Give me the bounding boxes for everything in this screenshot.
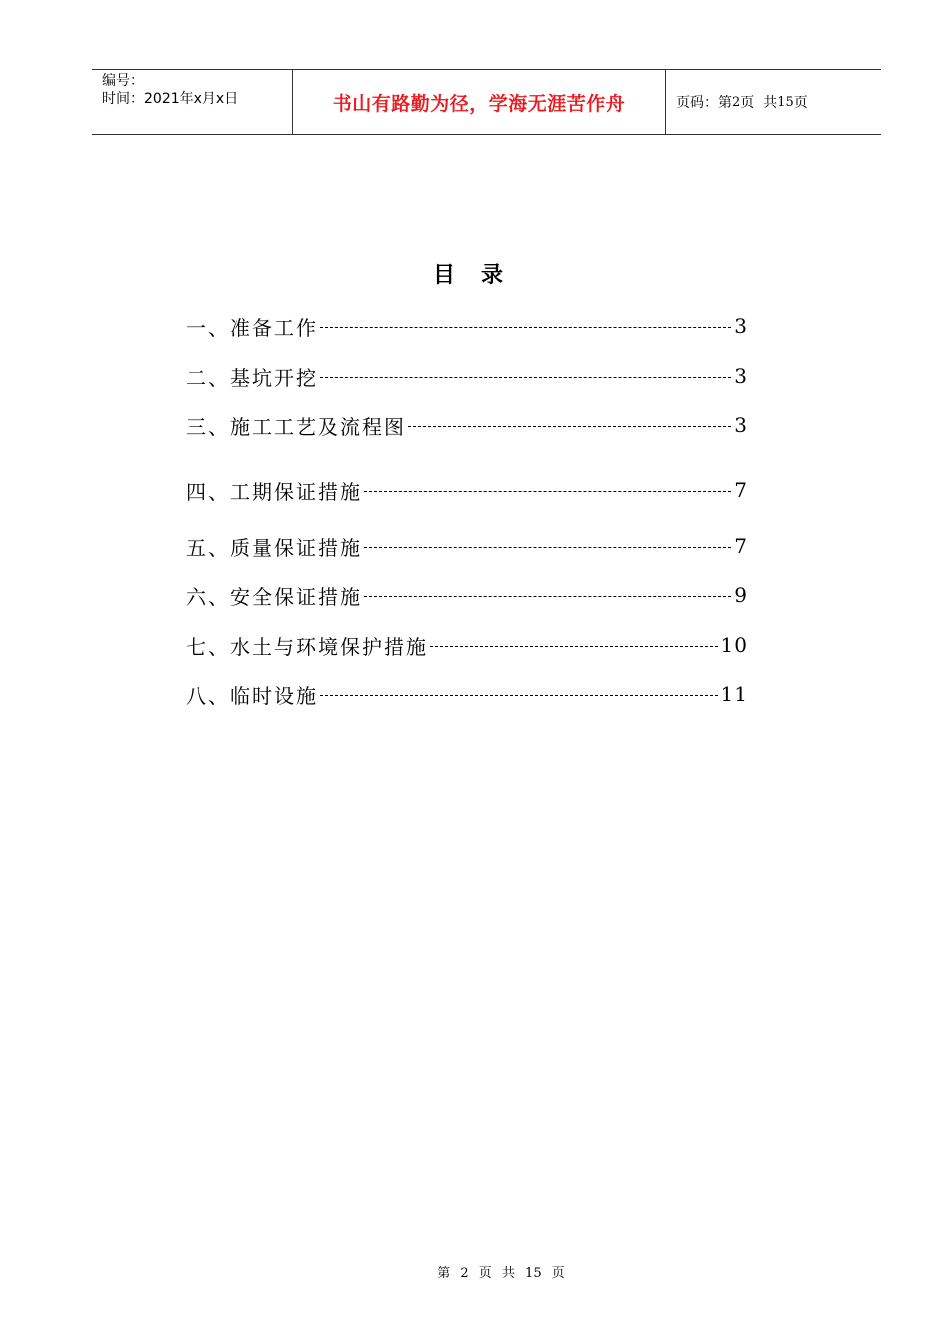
- toc-entry-label: 一、准备工作: [186, 315, 318, 340]
- toc-leader-dots: [320, 377, 731, 378]
- toc-entry[interactable]: [186, 679, 748, 709]
- toc-entry-label: 四、工期保证措施: [186, 479, 362, 504]
- page-prefix: 页码：第: [676, 95, 732, 111]
- toc-entry-page: 11: [720, 682, 748, 706]
- page-footer: 第 2 页 共 15 页: [437, 1266, 565, 1281]
- toc-entry-page: 3: [734, 314, 748, 338]
- toc-leader-dots: [320, 695, 718, 696]
- toc-entry-page: 10: [720, 633, 748, 657]
- toc-entry-page: 7: [734, 478, 748, 502]
- page-suffix: 页: [793, 95, 808, 111]
- header-meta-cell: [92, 70, 293, 134]
- header-page-info: [666, 70, 881, 134]
- toc-entry-label: 六、安全保证措施: [186, 584, 362, 609]
- page-total: 15: [777, 94, 794, 110]
- toc-leader-dots: [364, 491, 731, 492]
- toc-entry[interactable]: [186, 630, 748, 660]
- toc-title: 目录: [432, 263, 529, 288]
- toc-leader-dots: [364, 596, 731, 597]
- page-current: 2: [732, 94, 741, 110]
- toc-entry-label: 七、水土与环境保护措施: [186, 634, 428, 659]
- toc-leader-dots: [320, 327, 731, 328]
- toc-entry-label: 三、施工工艺及流程图: [186, 414, 406, 439]
- document-number-label: 编号：: [102, 73, 144, 89]
- toc-leader-dots: [430, 646, 718, 647]
- page-header: [92, 69, 881, 135]
- toc-entry-label: 五、质量保证措施: [186, 535, 362, 560]
- toc-entry-label: 八、临时设施: [186, 683, 318, 708]
- toc-entry[interactable]: [186, 410, 748, 440]
- toc-leader-dots: [364, 547, 731, 548]
- toc-entry-page: 3: [734, 413, 748, 437]
- document-time-label: 时间：2021年x月x日: [102, 91, 239, 107]
- page-mid: 页 共: [740, 95, 778, 111]
- toc-entry[interactable]: [186, 531, 748, 561]
- toc-entry-page: 7: [734, 534, 748, 558]
- toc-entry-label: 二、基坑开挖: [186, 365, 318, 390]
- toc-entry-page: 9: [734, 583, 748, 607]
- toc-entry[interactable]: [186, 475, 748, 505]
- header-motto: 书山有路勤为径，学海无涯苦作舟: [293, 70, 666, 134]
- toc-entry[interactable]: [186, 311, 748, 341]
- toc-entry-page: 3: [734, 364, 748, 388]
- toc-entry[interactable]: [186, 361, 748, 391]
- toc-leader-dots: [408, 426, 731, 427]
- toc-entry[interactable]: [186, 580, 748, 610]
